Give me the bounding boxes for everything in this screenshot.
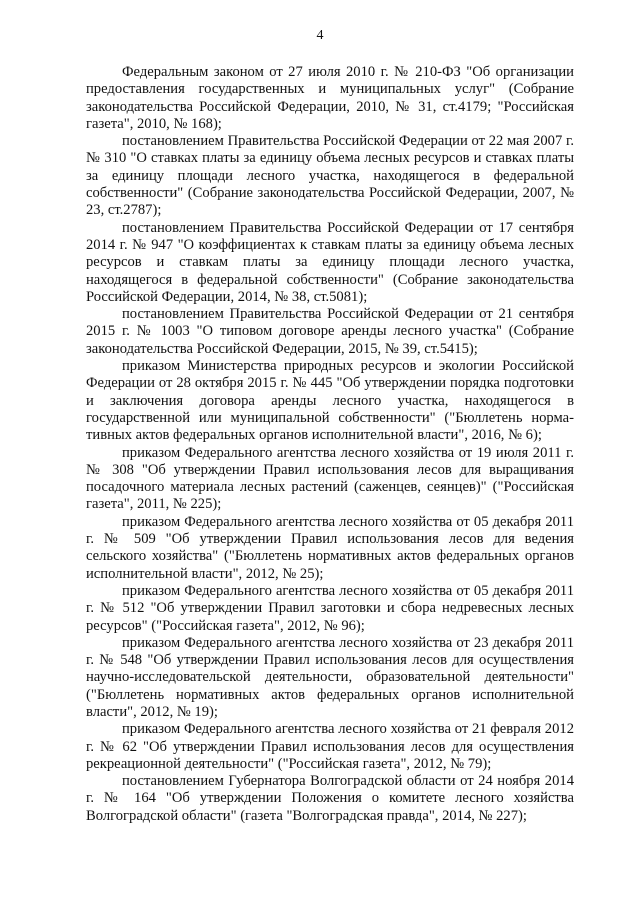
- paragraph: постановлением Губернатора Волгоградской области от 24 ноября 2014 г. № 164 "Об утверждении Положения о комитете лесного хозяйства Волгоградской области" (газета "Волгоградская правда", 2014, № 227);: [86, 773, 574, 824]
- paragraph: приказом Министерства природных ресурсов и экологии Российской Федерации от 28 октября 2015 г. № 445 "Об утверждении порядка подготовки и заключения договора аренды лесного участка, находящегося в государственной или муниципальной собственности" ("Бюллетень нормативных актов федеральных органов исполнительной власти", 2016, № 6);: [86, 358, 574, 444]
- paragraph: приказом Федерального агентства лесного хозяйства от 05 декабря 2011 г. № 512 "Об утверждении Правил заготовки и сбора недревесных лесных ресурсов" ("Российская газета", 2012, № 96);: [86, 582, 574, 634]
- document-body: [86, 64, 574, 825]
- paragraph: постановлением Правительства Российской Федерации от 21 сентября 2015 г. № 1003 "О типовом договоре аренды лесного участка" (Собрание законодательства Российской Федерации, 2015, № 39, ст.5415);: [86, 306, 574, 357]
- paragraph: приказом Федерального агентства лесного хозяйства от 23 декабря 2011 г. № 548 "Об утверждении Правил использования лесов для осуществления научно-исследовательской деятельности, образовательной деятельности" ("Бюллетень нормативных актов федеральных органов исполнительной власти", 2012, № 19);: [86, 634, 574, 720]
- paragraph: Федеральным законом от 27 июля 2010 г. № 210-ФЗ "Об организации предоставления государственных и муниципальных услуг" (Собрание законодательства Российской Федерации, 2010, № 31, ст.4179; "Российская газета", 2010, № 168);: [86, 64, 574, 132]
- paragraph: постановлением Правительства Российской Федерации от 17 сентября 2014 г. № 947 "О коэффициентах к ставкам платы за единицу объема лесных ресурсов и ставкам платы за единицу площади лесного участка, находящегося в федеральной собственности" (Собрание законодательства Российской Федерации, 2014, № 38, ст.5081);: [86, 219, 574, 305]
- page-number: 4: [316, 28, 324, 43]
- paragraph: приказом Федерального агентства лесного хозяйства от 05 декабря 2011 г. № 509 "Об утверждении Правил использования лесов для ведения сельского хозяйства" ("Бюллетень нормативных актов федеральных органов исполнительной власти", 2012, № 25);: [86, 513, 574, 582]
- paragraph: приказом Федерального агентства лесного хозяйства от 19 июля 2011 г. № 308 "Об утверждении Правил использования лесов для выращивания посадочного материала лесных растений (саженцев, сеянцев)" ("Российская газета", 2011, № 225);: [86, 444, 574, 513]
- paragraph: приказом Федерального агентства лесного хозяйства от 21 февраля 2012 г. № 62 "Об утверждении Правил использования лесов для осуществления рекреационной деятельности" ("Российская газета", 2012, № 79);: [86, 721, 574, 772]
- paragraph: постановлением Правительства Российской Федерации от 22 мая 2007 г. № 310 "О ставках платы за единицу объема лесных ресурсов и ставках платы за единицу площади лесного участка, находящегося в федеральной собственности" (Собрание законодательства Российской Федерации, 2007, № 23, ст.2787);: [86, 133, 574, 219]
